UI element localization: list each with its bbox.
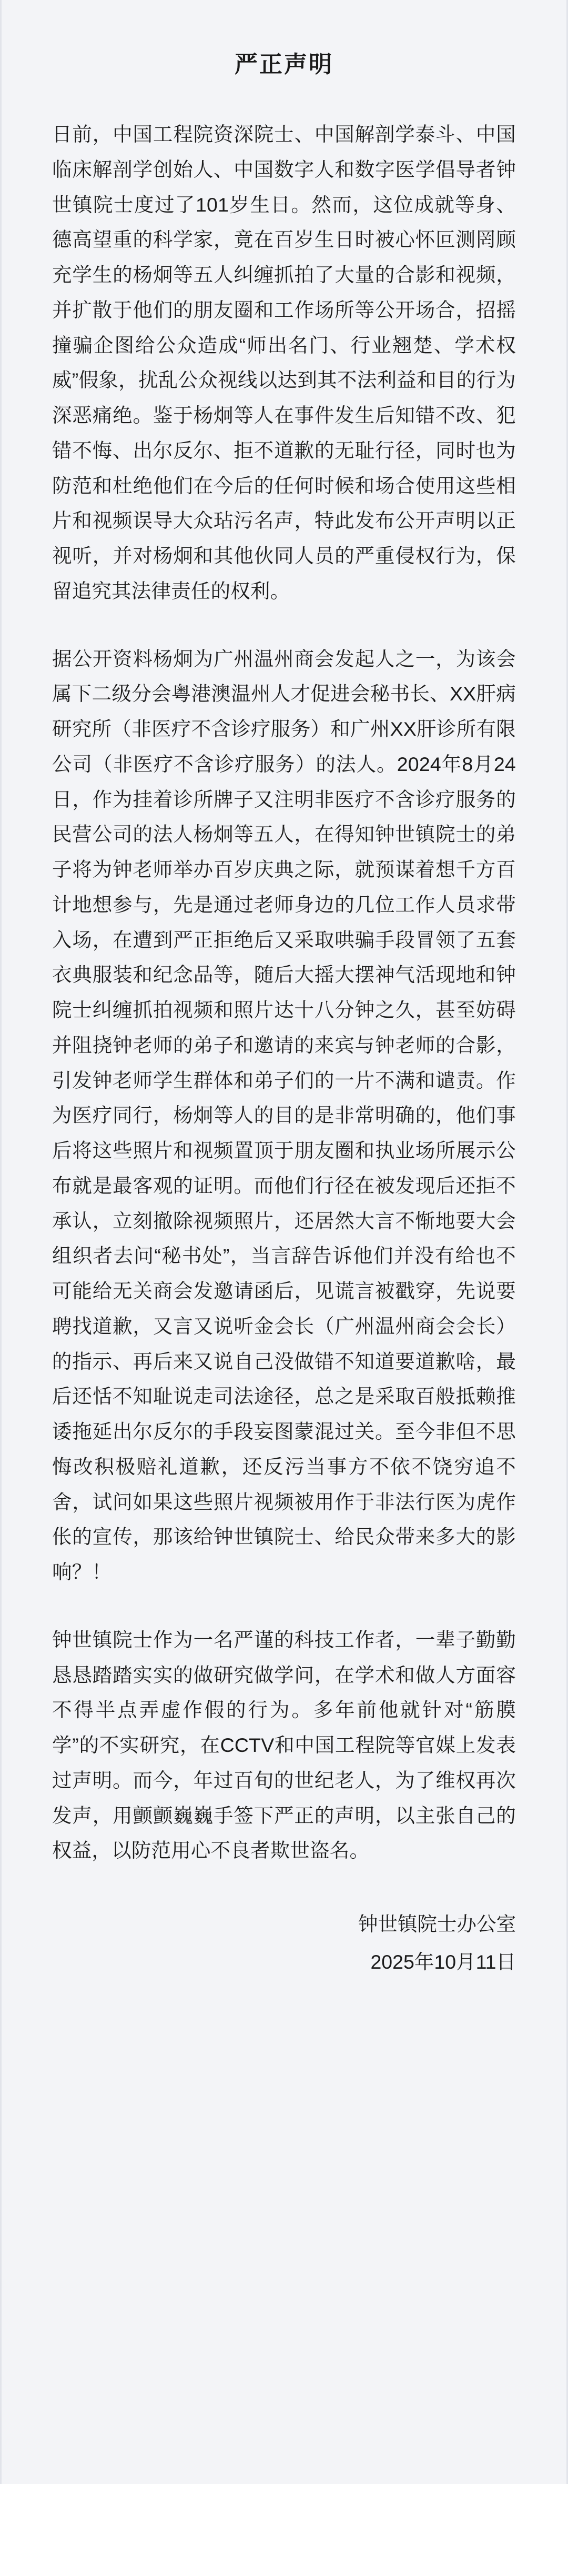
page-title: 严正声明 (235, 52, 333, 77)
signature-date: 2025年10月11日 (370, 1950, 516, 1973)
signature-office: 钟世镇院士办公室 (358, 1913, 516, 1935)
statement-paragraph-3: 钟世镇院士作为一名严谨的科技工作者，一辈子勤勤恳恳踏踏实实的做研究做学问，在学术和做人方面容不得半点弄虚作假的行为。多年前他就针对“筋膜学”的不实研究，在CCTV和中国工程院等官媒上发表过声明。而今，年过百旬的世纪老人，为了维权再次发声，用颤颤巍巍手签下严正的声明，以主张自己的权益，以防范用心不良者欺世盗名。 (52, 1628, 516, 1862)
statement-paragraph-2: 据公开资料杨炯为广州温州商会发起人之一，为该会属下二级分会粤港澳温州人才促进会秘书长、XX肝病研究所（非医疗不含诊疗服务）和广州XX肝诊所有限公司（非医疗不含诊疗服务）的法人。2024年8月24日，作为挂着诊所牌子又注明非医疗不含诊疗服务的民营公司的法人杨炯等五人，在得知钟世镇院士的弟子将为钟老师举办百岁庆典之际，就预谋着想千方百计地想参与，先是通过老师身边的几位工作人员求带入场，在遭到严正拒绝后又采取哄骗手段冒领了五套衣典服装和纪念品等，随后大摇大摆神气活现地和钟院士纠缠抓拍视频和照片达十八分钟之久，甚至妨碍并阻挠钟老师的弟子和邀请的来宾与钟老师的合影，引发钟老师学生群体和弟子们的一片不满和谴责。作为医疗同行，杨炯等人的目的是非常明确的，他们事后将这些照片和视频置顶于朋友圈和执业场所展示公布就是最客观的证明。而他们行径在被发现后还拒不承认，立刻撤除视频照片，还居然大言不惭地要大会组织者去问“秘书处”，当言辞告诉他们并没有给也不可能给无关商会发邀请函后，见谎言被戳穿，先说要聘找道歉，又言又说听金会长（广州温州商会会长）的指示、再后来又说自己没做错不知道要道歉啥，最后还恬不知耻说走司法途径，总之是采取百般抵赖推诿拖延出尔反尔的手段妄图蒙混过关。至今非但不思悔改积极赔礼道歉，还反污当事方不依不饶穷追不舍，试问如果这些照片视频被用作于非法行医为虎作伥的宣传，那该给钟世镇院士、给民众带来多大的影响？！ (52, 647, 516, 1583)
bottom-strip (0, 2562, 568, 2576)
statement-paragraph-1: 日前，中国工程院资深院士、中国解剖学泰斗、中国临床解剖学创始人、中国数字人和数字医学倡导者钟世镇院士度过了101岁生日。然而，这位成就等身、德高望重的科学家，竟在百岁生日时被心怀叵测罔顾充学生的杨炯等五人纠缠抓拍了大量的合影和视频，并扩散于他们的朋友圈和工作场所等公开场合，招摇撞骗企图给公众造成“师出名门、行业翘楚、学术权威”假象，扰乱公众视线以达到其不法利益和目的行为深恶痛绝。鉴于杨炯等人在事件发生后知错不改、犯错不悔、出尔反尔、拒不道歉的无耻行径，同时也为防范和杜绝他们在今后的任何时候和场合使用这些相片和视频误导大众玷污名声，特此发布公开声明以正视听，并对杨炯和其他伙同人员的严重侵权行为，保留追究其法律责任的权利。 (52, 123, 516, 602)
signature-block (52, 1907, 516, 1979)
